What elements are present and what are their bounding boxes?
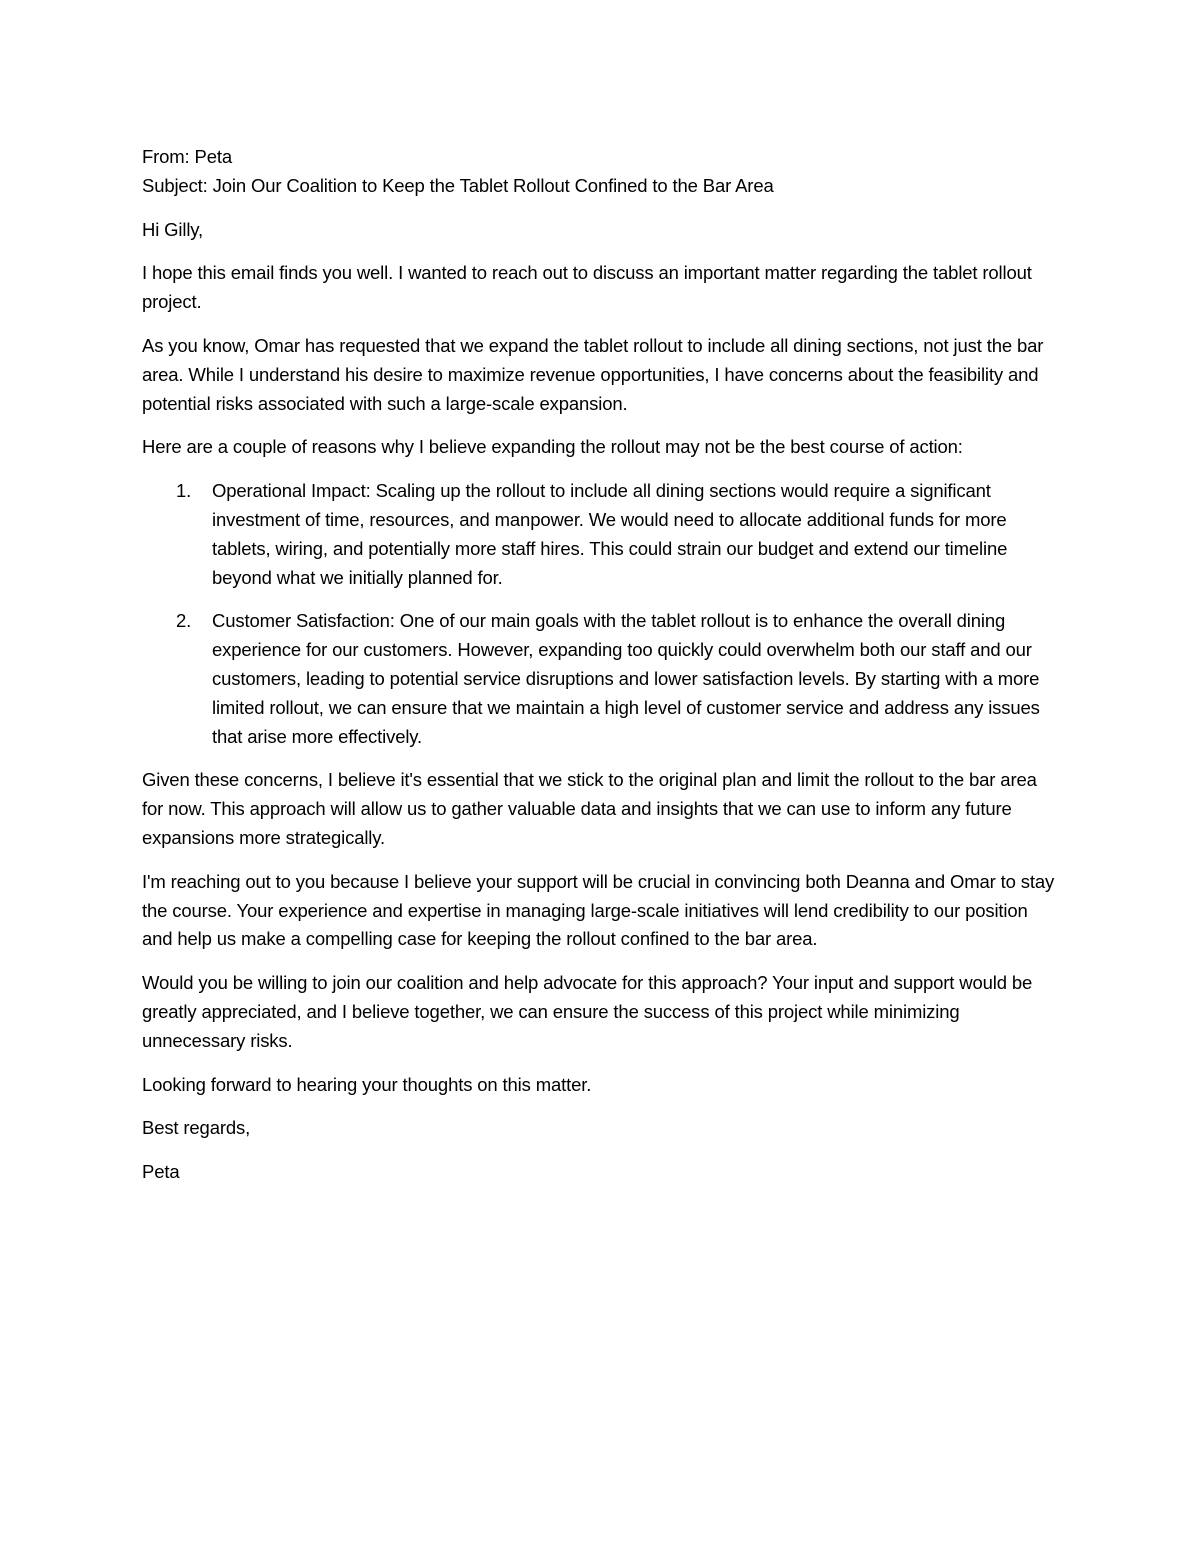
list-item-number: 2. [176,610,192,632]
list-item-text: Operational Impact: Scaling up the rollout to include all dining sections would require a significant investment of time, resources, and manpower. We would need to allocate additional funds for more tablets, wiring, and potentially more staff hires. This could strain our budget and extend our timeline beyond what we initially planned for. [212,480,1008,588]
email-document [142,143,1062,1202]
signoff: Best regards, [142,1117,251,1139]
list-item-text: Customer Satisfaction: One of our main goals with the tablet rollout is to enhance the overall dining experience for our customers. However, expanding too quickly could overwhelm both our staff and our customers, leading to potential service disruptions and lower satisfaction levels. By starting with a more limited rollout, we can ensure that we maintain a high level of customer service and address any issues that arise more effectively. [212,610,1040,747]
signature: Peta [142,1161,180,1183]
intro-paragraph: I hope this email finds you well. I wanted to reach out to discuss an important matter regarding the tablet rollout project. [142,262,1032,313]
coalition-ask-paragraph: Would you be willing to join our coalition and help advocate for this approach? Your input and support would be greatly appreciated, and I believe together, we can ensure the success of this project while minimizing unnecessary risks. [142,972,1033,1051]
greeting: Hi Gilly, [142,218,203,240]
looking-forward-paragraph: Looking forward to hearing your thoughts on this matter. [142,1073,592,1095]
reasons-list [142,477,1062,751]
reasons-lead-paragraph: Here are a couple of reasons why I believe expanding the rollout may not be the best course of action: [142,436,963,458]
context-paragraph: As you know, Omar has requested that we expand the tablet rollout to include all dining sections, not just the bar area. While I understand his desire to maximize revenue opportunities, I have concerns about the feasibility and potential risks associated with such a large-scale expansion. [142,334,1044,414]
conclusion-paragraph: Given these concerns, I believe it's essential that we stick to the original plan and limit the rollout to the bar area for now. This approach will allow us to gather valuable data and insights that we can use to inform any future expansions more strategically. [142,769,1037,848]
subject-line: Subject: Join Our Coalition to Keep the Tablet Rollout Confined to the Bar Area [142,174,774,196]
from-line: From: Peta [142,146,232,167]
list-item [142,477,1062,592]
list-item-number: 1. [176,480,192,502]
support-request-paragraph: I'm reaching out to you because I believe your support will be crucial in convincing both Deanna and Omar to stay the course. Your experience and expertise in managing large-scale initiatives will lend credibility to our position and help us make a compelling case for keeping the rollout confined to the bar area. [142,870,1055,950]
list-item [142,607,1062,751]
